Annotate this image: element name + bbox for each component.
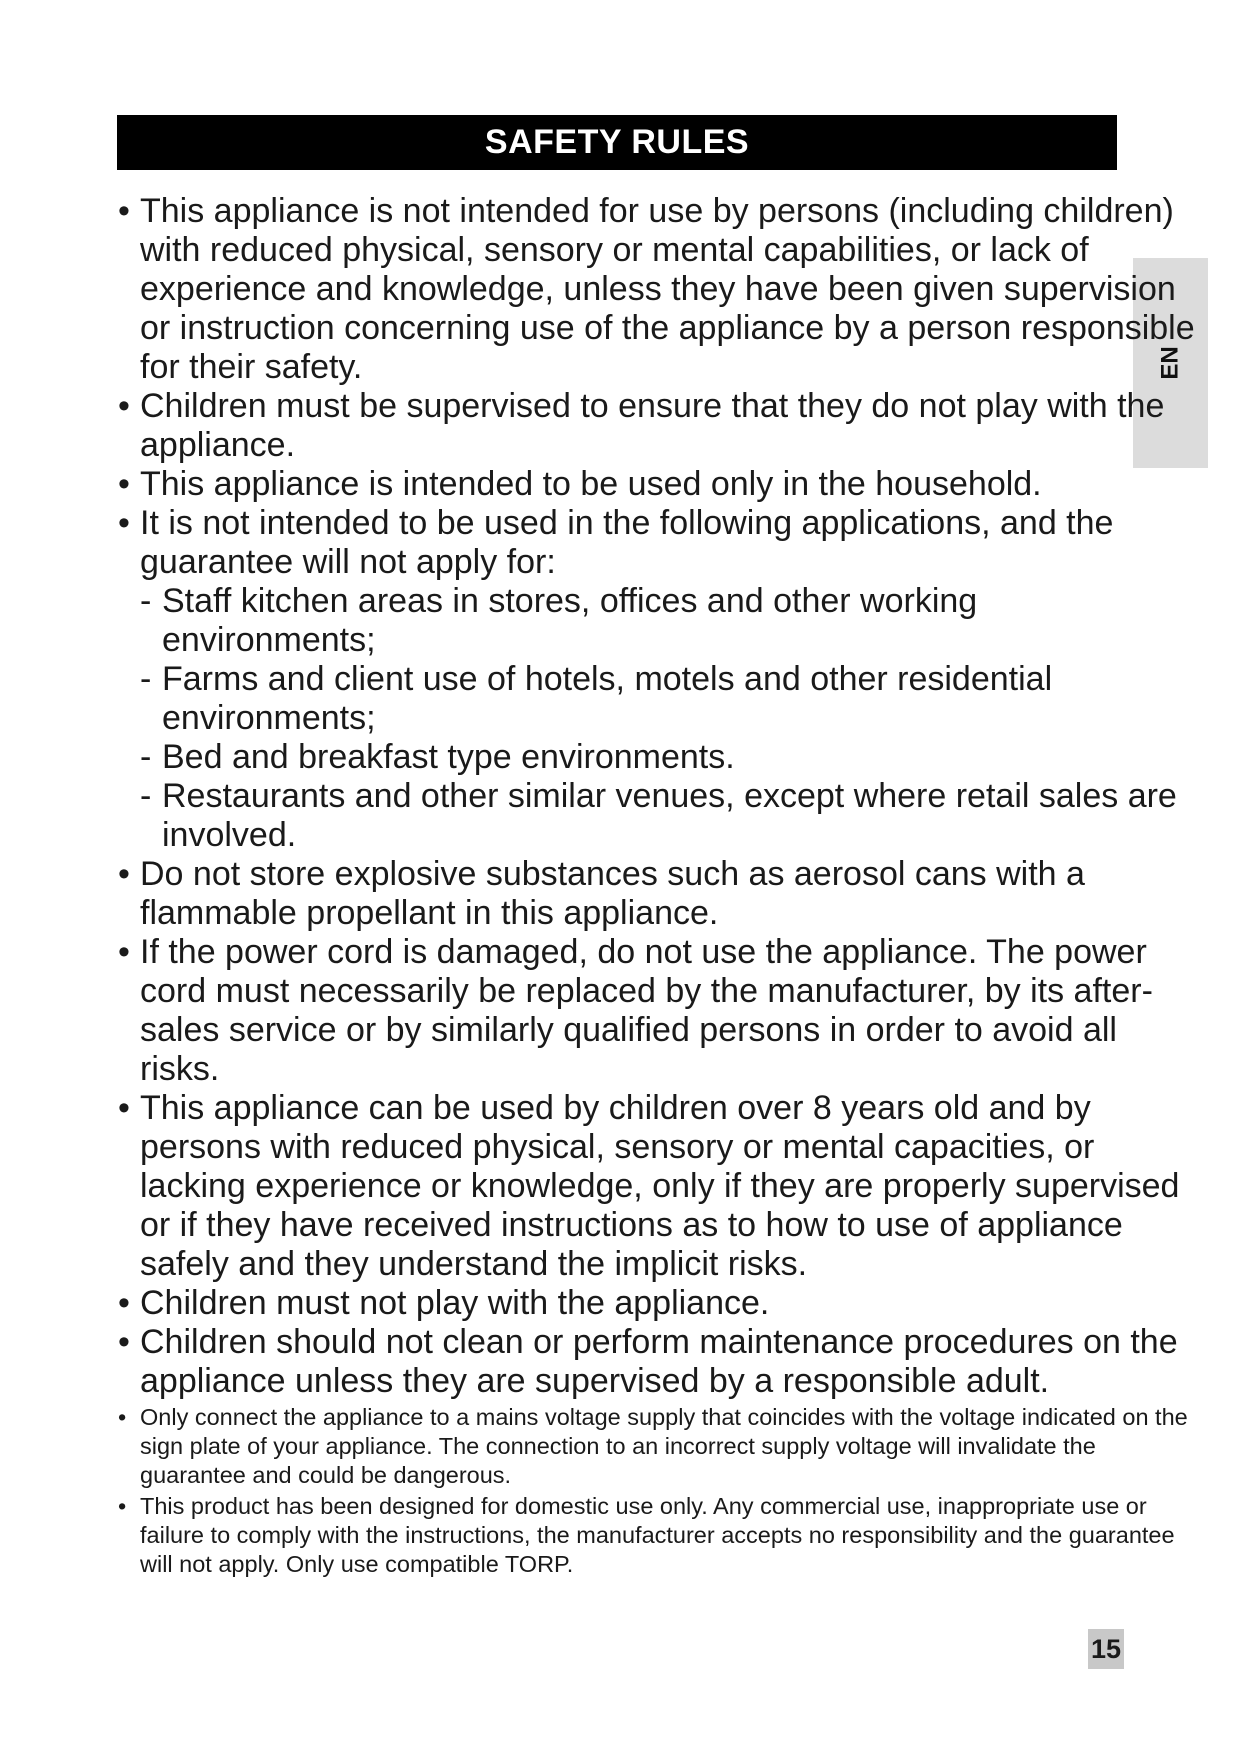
- rule-item: • This appliance is not intended for use by persons (including children) with reduced physical, sensory or mental capabilities, or lack of experience and knowledge, unless they have been given supervision or instruction concerning use of the appliance by a person responsible for their safety.: [118, 192, 1195, 386]
- bullet-icon: •: [118, 1493, 127, 1519]
- section-title-bar: [117, 115, 1117, 170]
- rule-item: • Children should not clean or perform maintenance procedures on the appliance unless they are supervised by a responsible adult.: [118, 1323, 1178, 1400]
- rule-note: • Only connect the appliance to a mains voltage supply that coincides with the voltage indicated on the sign plate of your appliance. The connection to an incorrect supply voltage will invalidate the guarantee and could be dangerous.: [118, 1404, 1188, 1488]
- bullet-icon: •: [118, 1089, 130, 1127]
- page-number: 15: [1088, 1629, 1124, 1669]
- rule-item: • Do not store explosive substances such as aerosol cans with a flammable propellant in this appliance.: [118, 855, 1085, 932]
- section-title: SAFETY RULES: [484, 123, 750, 161]
- rule-item: • Children must be supervised to ensure that they do not play with the appliance.: [118, 387, 1165, 464]
- rule-item: • If the power cord is damaged, do not use the appliance. The power cord must necessarily be replaced by the manufacturer, by its after-sales service or by similarly qualified persons in order to avoid all risks.: [118, 933, 1153, 1088]
- rule-item: • This appliance is intended to be used only in the household.: [118, 465, 1042, 503]
- language-label: EN: [1156, 346, 1184, 380]
- bullet-icon: •: [118, 1404, 127, 1430]
- rule-item: • Children must not play with the appliance.: [118, 1284, 770, 1322]
- dash-icon: -: [140, 660, 152, 698]
- rule-subitem: - Staff kitchen areas in stores, offices and other working environments;: [140, 582, 978, 659]
- dash-icon: -: [140, 738, 152, 776]
- bullet-icon: •: [118, 1284, 130, 1322]
- bullet-icon: •: [118, 465, 130, 503]
- bullet-icon: •: [118, 504, 130, 542]
- safety-rules-list: [118, 192, 1198, 1579]
- rule-subitem: - Bed and breakfast type environments.: [140, 738, 735, 776]
- rule-note: • This product has been designed for domestic use only. Any commercial use, inappropriate use or failure to comply with the instructions, the manufacturer accepts no responsibility and the guarantee will not apply. Only use compatible TORP.: [118, 1493, 1175, 1577]
- bullet-icon: •: [118, 192, 130, 230]
- rule-subitem: - Farms and client use of hotels, motels and other residential environments;: [140, 660, 1053, 737]
- rule-item: • This appliance can be used by children over 8 years old and by persons with reduced physical, sensory or mental capacities, or lacking experience or knowledge, only if they are properly supervised or if they have received instructions as to how to use of appliance safely and they understand the implicit risks.: [118, 1089, 1180, 1283]
- bullet-icon: •: [118, 387, 130, 425]
- bullet-icon: •: [118, 933, 130, 971]
- bullet-icon: •: [118, 855, 130, 893]
- bullet-icon: •: [118, 1323, 130, 1361]
- dash-icon: -: [140, 582, 152, 620]
- rule-subitem: - Restaurants and other similar venues, except where retail sales are involved.: [140, 777, 1177, 854]
- dash-icon: -: [140, 777, 152, 815]
- rule-item: • It is not intended to be used in the following applications, and the guarantee will not apply for:: [118, 504, 1114, 581]
